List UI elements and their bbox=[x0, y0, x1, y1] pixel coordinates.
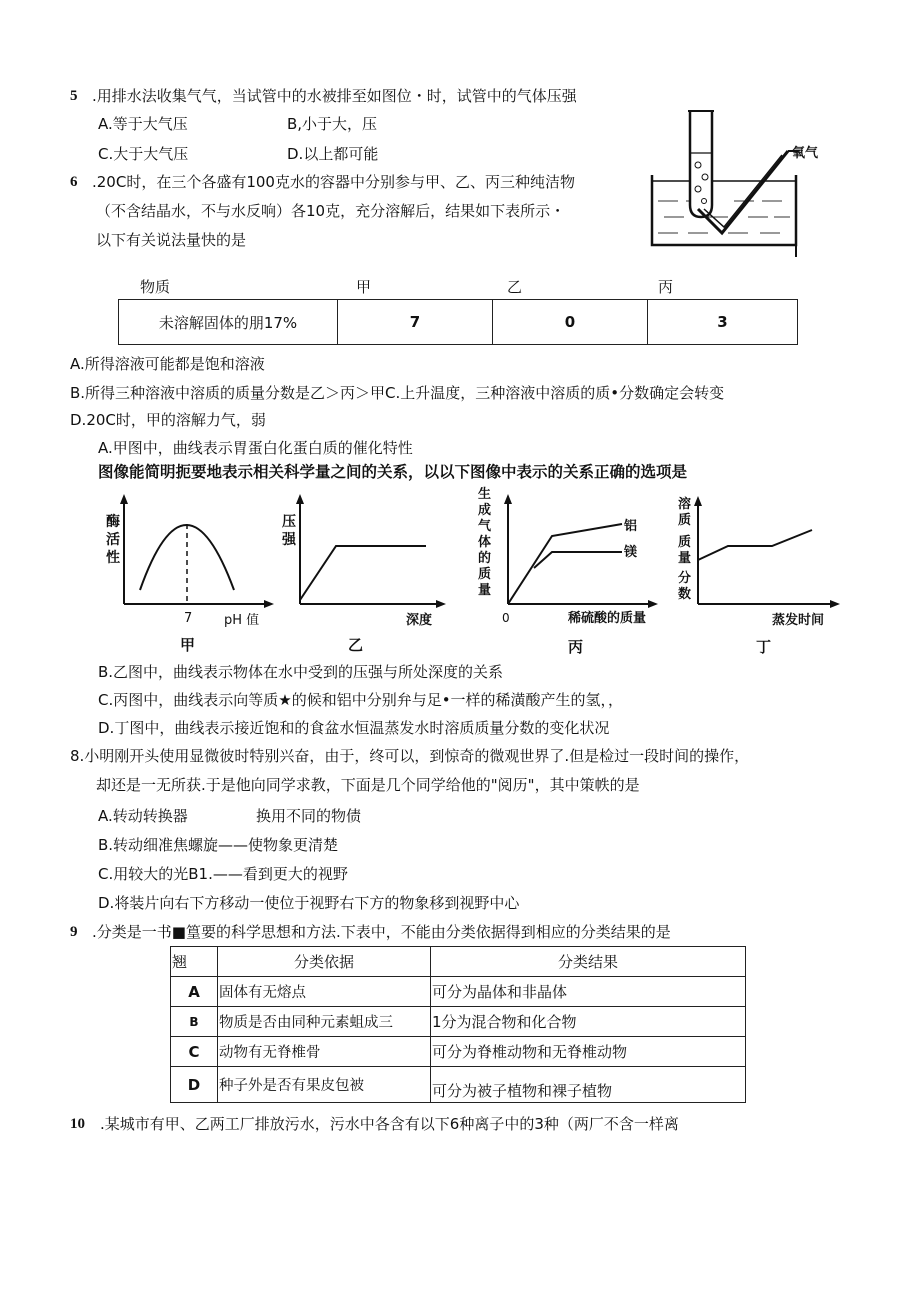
q6-option-a: A.所得溶液可能都是饱和溶液 bbox=[70, 355, 265, 373]
graph-jia-ylabel-3: 性 bbox=[106, 550, 120, 566]
q8-option-a: A.转动转换器 bbox=[98, 807, 188, 825]
q9-classification-table bbox=[170, 946, 746, 1103]
q7-heading: 图像能简明扼要地表示相关科学量之间的关系，以以下图像中表示的关系正确的选项是 bbox=[98, 463, 688, 481]
q10-stem: .某城市有甲、乙两工厂排放污水，污水中各含有以下6种离子中的3种（两厂不含一样离 bbox=[100, 1115, 679, 1133]
q9-row-d-result: 可分为被子植物和裸子植物 bbox=[431, 1067, 746, 1103]
graph-yi-xlabel: 深度 bbox=[406, 613, 433, 628]
graph-bing-ylabel-5: 的 bbox=[478, 551, 492, 566]
q8-line2: 却还是一无所获.于是他向同学求教，下面是几个同学给他的"阅历"，其中策帙的是 bbox=[96, 776, 640, 794]
q6-option-d: D.20C时，甲的溶解力气，弱 bbox=[70, 411, 266, 429]
q7-option-d: D.丁图中，曲线表示接近饱和的食盆水恒温蒸发水时溶质质量分数的变化状况 bbox=[98, 719, 610, 737]
q9-row-a-result: 可分为晶体和非晶体 bbox=[431, 977, 746, 1007]
q6-table-header-jia: 甲 bbox=[356, 278, 372, 296]
q8-option-d: D.将装片向右下方移动一使位于视野右下方的物象移到视野中心 bbox=[98, 894, 520, 912]
q5-option-a: A.等于大气压 bbox=[98, 115, 188, 133]
q9-number: 9 bbox=[70, 924, 78, 940]
graph-yi-ylabel-1: 压 bbox=[282, 514, 296, 530]
q9-row-c-result: 可分为脊椎动物和无脊椎动物 bbox=[431, 1037, 746, 1067]
q10-number: 10 bbox=[70, 1116, 85, 1132]
graph-yi bbox=[276, 490, 456, 660]
graph-yi-name: 乙 bbox=[348, 636, 364, 654]
graph-bing-ylabel-7: 量 bbox=[478, 583, 492, 598]
q7-option-a: A.甲图中，曲线表示胃蛋白化蛋白质的催化特性 bbox=[98, 439, 413, 457]
graph-bing-ylabel-1: 生 bbox=[478, 487, 492, 502]
q6-row-label: 未溶解固体的朋17% bbox=[119, 300, 338, 345]
q9-row-b-result: 1分为混合物和化合物 bbox=[431, 1007, 746, 1037]
graph-bing-ylabel-4: 体 bbox=[478, 535, 492, 550]
q9-row-a-option: A bbox=[171, 977, 218, 1007]
q6-line2: （不含结晶水，不与水反响）各10克，充分溶解后，结果如下表所示・ bbox=[96, 202, 566, 220]
q6-table-header-substance: 物质 bbox=[140, 278, 171, 296]
graph-bing bbox=[472, 480, 672, 660]
q9-row-d-option: D bbox=[171, 1067, 218, 1103]
q8-option-b: B.转动细准焦螺旋——使物象更清楚 bbox=[98, 836, 339, 854]
q9-row-d-basis: 种子外是否有果皮包被 bbox=[218, 1067, 431, 1103]
q6-value-yi: 0 bbox=[493, 300, 648, 345]
graph-jia-ylabel-2: 活 bbox=[106, 532, 120, 548]
q9-header-option: 翘 bbox=[171, 947, 218, 977]
q9-header-result: 分类结果 bbox=[431, 947, 746, 977]
graph-yi-ylabel-2: 强 bbox=[282, 532, 296, 548]
graph-ding-ylabel-1: 溶 bbox=[678, 497, 692, 512]
q6-line1: .20C时，在三个各盛有100克水的容器中分别参与甲、乙、丙三种纯洁物 bbox=[92, 173, 575, 191]
graph-ding-xlabel: 蒸发时间 bbox=[772, 613, 825, 628]
graph-bing-origin: 0 bbox=[502, 611, 510, 625]
q6-data-table bbox=[118, 299, 798, 345]
q5-number: 5 bbox=[70, 88, 78, 104]
q5-gas-label: 氧气 bbox=[792, 146, 819, 161]
q9-row-a-basis: 固体有无熔点 bbox=[218, 977, 431, 1007]
q7-option-c: C.丙图中，曲线表示向等质★的候和铝中分别弁与足•一样的稀潢酸产生的氢，， bbox=[98, 691, 624, 709]
graph-bing-curve1: 铝 bbox=[624, 519, 638, 534]
q6-table-header-bing: 丙 bbox=[658, 278, 674, 296]
graph-ding-ylabel-4: 量 bbox=[678, 551, 692, 566]
q9-stem: .分类是一书■篁要的科学思想和方法.下表中，不能由分类依据得到相应的分类结果的是 bbox=[92, 923, 671, 941]
q6-value-bing: 3 bbox=[648, 300, 798, 345]
graph-ding-ylabel-3: 质 bbox=[678, 535, 692, 550]
graph-bing-xlabel: 稀硫酸的质量 bbox=[568, 611, 647, 626]
q6-option-bc: B.所得三种溶液中溶质的质量分数是乙＞丙＞甲C.上升温度，三种溶液中溶质的质•分数确定会转变 bbox=[70, 384, 725, 402]
q6-table-header-yi: 乙 bbox=[507, 278, 523, 296]
q5-option-d: D.以上都可能 bbox=[287, 145, 379, 163]
graph-ding-ylabel-6: 数 bbox=[678, 587, 692, 602]
q5-apparatus-figure bbox=[648, 105, 819, 263]
graph-ding bbox=[672, 490, 850, 660]
graph-jia bbox=[100, 490, 290, 660]
graph-bing-curve2: 镁 bbox=[624, 545, 638, 560]
q5-stem: .用排水法收集气气，当试管中的水被排至如图位・时，试管中的气体压强 bbox=[92, 87, 577, 105]
q5-option-c: C.大于大气压 bbox=[98, 145, 189, 163]
graph-jia-ylabel-1: 酶 bbox=[106, 514, 120, 530]
q8-option-c: C.用较大的光B1.——看到更大的视野 bbox=[98, 865, 348, 883]
graph-ding-ylabel-2: 质 bbox=[678, 513, 692, 528]
q9-row-c-option: C bbox=[171, 1037, 218, 1067]
q8-line1: 8.小明刚开头使用显微彼时特别兴奋，由于，终可以，到惊奇的微观世界了.但是检过一段时间的操作， bbox=[70, 747, 750, 765]
graph-ding-ylabel-5: 分 bbox=[678, 571, 692, 586]
q6-number: 6 bbox=[70, 174, 78, 190]
graph-bing-ylabel-3: 气 bbox=[478, 519, 492, 534]
graph-bing-ylabel-2: 成 bbox=[478, 503, 492, 518]
q9-header-basis: 分类依据 bbox=[218, 947, 431, 977]
graph-ding-name: 丁 bbox=[756, 638, 772, 656]
q6-value-jia: 7 bbox=[338, 300, 493, 345]
graph-bing-ylabel-6: 质 bbox=[478, 567, 492, 582]
q9-row-c-basis: 动物有无脊椎骨 bbox=[218, 1037, 431, 1067]
q6-line3: 以下有关说法量快的是 bbox=[96, 231, 247, 249]
q8-option-a-detail: 换用不同的物债 bbox=[256, 807, 362, 825]
q7-option-b: B.乙图中，曲线表示物体在水中受到的压强与所处深度的关系 bbox=[98, 663, 504, 681]
graph-jia-tick: 7 bbox=[184, 611, 193, 626]
graph-bing-name: 丙 bbox=[568, 638, 584, 656]
q9-row-b-option: B bbox=[171, 1007, 218, 1037]
q9-row-b-basis: 物质是否由同种元素蛆成三 bbox=[218, 1007, 431, 1037]
graph-jia-xlabel: pH 值 bbox=[224, 613, 260, 628]
graph-jia-name: 甲 bbox=[180, 636, 196, 654]
q5-option-b: B,小于大，压 bbox=[287, 115, 378, 133]
